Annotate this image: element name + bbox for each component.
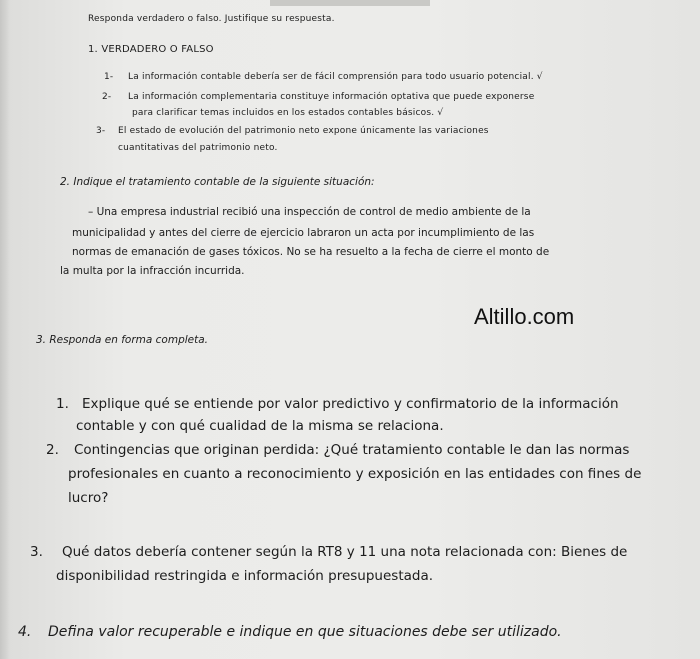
section-1-item-text: para clarificar temas incluidos en los estados contables básicos. √ — [132, 108, 444, 118]
section-1-item-number: 1- — [104, 72, 114, 82]
section-2-paragraph-line: la multa por la infracción incurrida. — [60, 265, 245, 277]
question-3-text: disponibilidad restringida e información presupuestada. — [56, 568, 434, 584]
section-1-item-number: 2- — [102, 92, 112, 102]
section-2-paragraph-line: municipalidad y antes del cierre de ejercicio labraron un acta por incumplimiento de las — [72, 227, 535, 239]
section-3-item-text: profesionales en cuanto a reconocimiento y exposición en las entidades con fines de — [68, 466, 642, 482]
section-1-title: 1. VERDADERO O FALSO — [88, 44, 214, 55]
section-2-paragraph-line: normas de emanación de gases tóxicos. No se ha resuelto a la fecha de cierre el monto de — [72, 246, 550, 258]
question-3-number: 3. — [30, 544, 43, 560]
section-3-item-text: lucro? — [68, 490, 109, 506]
section-1-item-text: El estado de evolución del patrimonio neto expone únicamente las variaciones — [118, 126, 489, 136]
question-4-text: Defina valor recuperable e indique en que situaciones debe ser utilizado. — [48, 624, 562, 640]
section-1-item-text: cuantitativas del patrimonio neto. — [118, 143, 278, 153]
section-3-item-number: 2. — [46, 442, 59, 458]
section-3-item-text: Explique qué se entiende por valor predictivo y confirmatorio de la información — [82, 396, 619, 412]
section-3-item-text: Contingencias que originan perdida: ¿Qué tratamiento contable le dan las normas — [74, 442, 630, 458]
section-1-item-text: La información contable debería ser de fácil comprensión para todo usuario potencial. √ — [128, 72, 543, 82]
instruction-text: Responda verdadero o falso. Justifique su respuesta. — [88, 14, 335, 24]
section-3-title: 3. Responda en forma completa. — [36, 334, 209, 346]
section-2-title: 2. Indique el tratamiento contable de la siguiente situación: — [60, 176, 375, 188]
section-3-item-number: 1. — [56, 396, 69, 412]
section-2-paragraph-line: – Una empresa industrial recibió una inspección de control de medio ambiente de la — [88, 206, 531, 218]
question-4-number: 4. — [18, 624, 32, 640]
page-edge-shadow — [0, 0, 10, 659]
page-top-header-strip — [270, 0, 430, 6]
question-3-text: Qué datos debería contener según la RT8 y 11 una nota relacionada con: Bienes de — [62, 544, 628, 560]
section-3-item-text: contable y con qué cualidad de la misma se relaciona. — [76, 418, 444, 434]
section-1-item-number: 3- — [96, 126, 106, 136]
altillo-watermark: Altillo.com — [474, 304, 575, 329]
section-1-item-text: La información complementaria constituye información optativa que puede exponerse — [128, 92, 535, 102]
